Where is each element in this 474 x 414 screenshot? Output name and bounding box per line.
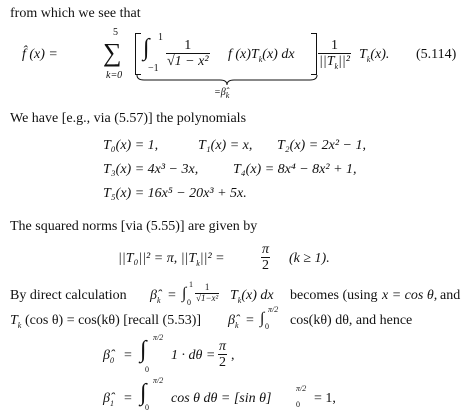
direct-tk: T <box>10 313 18 328</box>
norms-intro: The squared norms [via (5.55)] are given by <box>10 219 258 234</box>
weight-fraction <box>166 38 210 70</box>
norms-condition: (k ≥ 1). <box>289 251 330 266</box>
inline-weight-den: √1−x² <box>196 292 219 303</box>
inline-upper-1: 1 <box>189 280 193 289</box>
inline-eq-2: = <box>246 313 254 328</box>
underbrace-text: =β̂ <box>214 87 226 98</box>
integrand-sub: k <box>258 54 263 64</box>
inline-eq-1: = <box>168 288 176 303</box>
direct-text-c: x = cos θ, <box>382 288 438 303</box>
eq-tail-sub: k <box>366 54 371 64</box>
beta0-sub: 0 <box>109 355 114 365</box>
beta0-fraction <box>218 339 227 371</box>
beta1-symbol: β̂ <box>103 391 110 406</box>
norm-den-main: ||T <box>319 54 335 70</box>
inline-upper-2: π/2 <box>268 305 279 314</box>
beta1-lhs <box>103 392 114 408</box>
beta0-symbol: β̂ <box>103 348 110 363</box>
inline-lower-2: 0 <box>265 322 269 331</box>
inline-tk: T <box>230 288 238 303</box>
poly-t2: T₂(x) = 2x² − 1, <box>277 138 366 153</box>
norm-den-sub: k <box>334 62 339 72</box>
polynomials-intro: We have [e.g., via (5.57)] the polynomials <box>10 111 247 126</box>
inline-integral-2: ∫ <box>260 310 265 327</box>
sum-symbol: ∑ <box>103 38 122 67</box>
beta1-lower: 0 <box>145 403 149 412</box>
intro-text: from which we see that <box>10 6 141 21</box>
inline-weight-fraction <box>195 283 219 304</box>
poly-t1: T₁(x) = x, <box>198 138 253 153</box>
norm-den <box>318 54 351 72</box>
beta1-sub: 1 <box>109 398 114 408</box>
poly-t0: T₀(x) = 1, <box>103 138 159 153</box>
poly-t4: T₄(x) = 8x⁴ − 8x² + 1, <box>233 162 357 177</box>
direct-text-2c: cos(kθ) dθ, and hence <box>290 313 413 328</box>
inline-beta-k-2 <box>228 314 239 330</box>
inline-beta-2: β̂ <box>228 313 235 328</box>
equation-number: (5.114) <box>416 47 457 62</box>
underbrace-label <box>214 88 229 100</box>
beta0-num: π <box>219 339 227 354</box>
inline-beta-sub: k <box>156 295 161 305</box>
left-bracket <box>135 33 141 75</box>
inline-beta-k <box>150 289 161 305</box>
poly-t3: T₃(x) = 4x³ − 3x, <box>103 162 199 177</box>
inline-tk-end: (x) dx <box>241 288 274 303</box>
integrand-main: f (x)T <box>228 47 259 62</box>
weight-den: √1 − x² <box>167 54 209 70</box>
inline-weight-num: 1 <box>195 283 219 294</box>
direct-tk-cos <box>10 314 21 330</box>
norm-num: 1 <box>318 38 351 54</box>
inline-integral-1: ∫ <box>182 285 187 302</box>
beta1-eq: = <box>124 391 132 406</box>
sum-upper: 5 <box>113 27 118 38</box>
inline-tk-sub: k <box>237 295 242 305</box>
beta1-sup: π/2 <box>296 384 307 393</box>
beta0-den: 2 <box>219 355 226 371</box>
beta1-integral: ∫ <box>140 380 147 406</box>
eq-tail <box>359 48 389 64</box>
beta0-upper: π/2 <box>153 333 164 342</box>
norms-lhs-sub: k <box>196 258 200 268</box>
beta1-subl: 0 <box>296 400 300 409</box>
beta0-eq: = <box>124 348 132 363</box>
integral-upper: 1 <box>158 32 163 43</box>
beta1-end: = 1, <box>314 391 336 406</box>
norms-den: 2 <box>262 258 269 274</box>
inline-lower-1: 0 <box>187 298 191 307</box>
inline-tk-term <box>230 289 274 305</box>
direct-text-2b: (cos θ) = cos(kθ) [recall (5.53)] <box>25 313 202 328</box>
norm-fraction <box>318 38 351 72</box>
right-bracket <box>311 33 317 75</box>
integrand <box>228 48 295 64</box>
norms-lhs-main: ||T₀||² = π, ||T <box>118 251 197 266</box>
norms-lhs <box>118 252 225 268</box>
integrand-tail: (x) dx <box>262 47 295 62</box>
beta1-upper: π/2 <box>153 376 164 385</box>
inline-beta-sub-2: k <box>234 320 239 330</box>
beta0-lhs <box>103 349 114 365</box>
eq-tail-main: T <box>359 47 367 62</box>
inline-beta: β̂ <box>150 288 157 303</box>
underbrace-sub: k <box>225 91 230 100</box>
direct-text-b: becomes (using <box>290 288 378 303</box>
integral-sign: ∫ <box>143 35 150 61</box>
eq-tail-end: (x). <box>370 47 390 62</box>
beta0-integral: ∫ <box>140 337 147 363</box>
norms-fraction <box>261 242 270 274</box>
beta1-body: cos θ dθ = [sin θ] <box>171 391 272 406</box>
poly-t5: T₅(x) = 16x⁵ − 20x³ + 5x. <box>103 186 247 201</box>
integral-lower: −1 <box>148 63 159 74</box>
beta0-body: 1 · dθ = <box>171 348 216 363</box>
direct-text-d: and <box>440 288 461 303</box>
underbrace <box>136 74 318 86</box>
beta0-end: , <box>231 348 235 363</box>
norms-num: π <box>262 242 270 257</box>
direct-tk-sub: k <box>17 320 22 330</box>
weight-num: 1 <box>166 38 210 54</box>
direct-text-a: By direct calculation <box>10 288 127 303</box>
norm-den-end: ||² <box>338 54 350 70</box>
norms-lhs-end: ||² = <box>199 251 225 266</box>
eq-lhs: f̂ (x) = <box>22 47 58 62</box>
beta0-lower: 0 <box>145 365 149 374</box>
sum-lower: k=0 <box>106 70 123 81</box>
